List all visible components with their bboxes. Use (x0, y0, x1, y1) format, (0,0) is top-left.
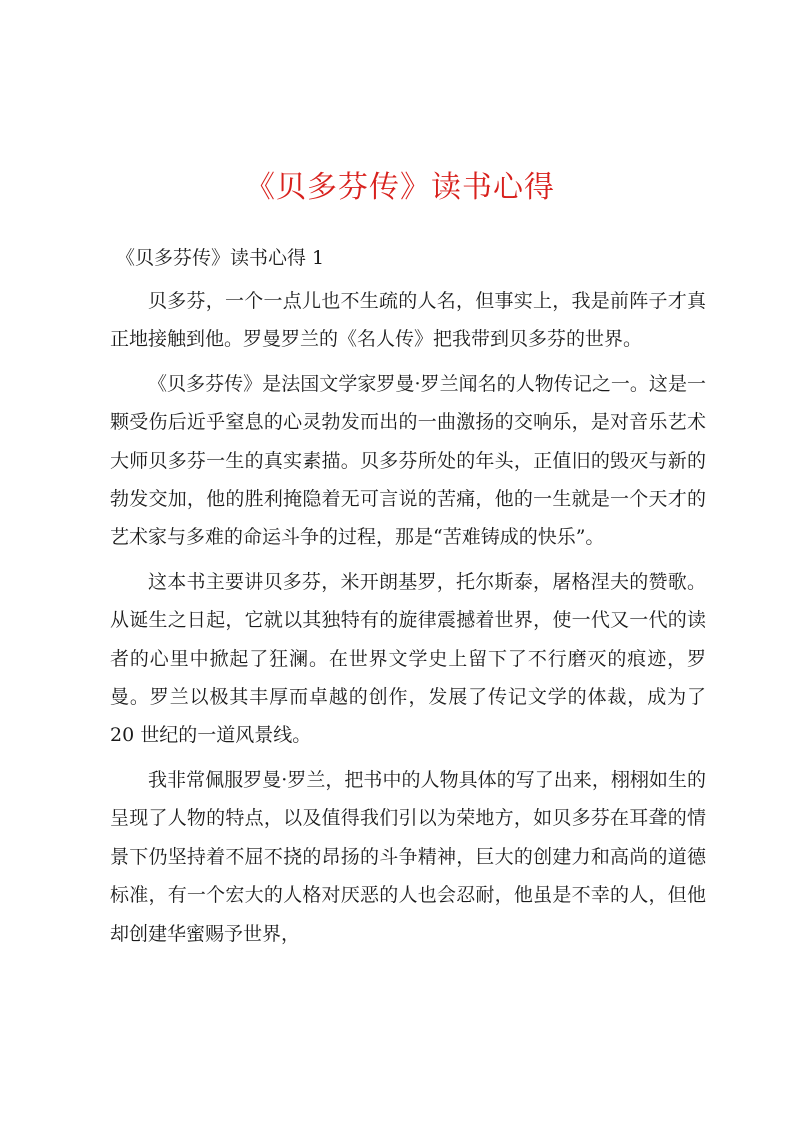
paragraph: 贝多芬，一个一点儿也不生疏的人名，但事实上，我是前阵子才真正地接触到他。罗曼罗兰的《名人传》把我带到贝多芬的世界。 (110, 290, 706, 351)
section-heading: 《贝多芬传》读书心得 1 (116, 247, 325, 269)
paragraph: 这本书主要讲贝多芬，米开朗基罗，托尔斯泰，屠格涅夫的赞歌。从诞生之日起，它就以其独特有的旋律震撼着世界，使一代又一代的读者的心里中掀起了狂澜。在世界文学史上留下了不行磨灭的痕迹，罗曼。罗兰以极其丰厚而卓越的创作，发展了传记文学的体裁，成为了 20 世纪的一道风景线。 (110, 570, 706, 747)
document-title: 《贝多芬传》读书心得 (245, 170, 555, 205)
document-body (110, 282, 706, 959)
paragraph: 我非常佩服罗曼·罗兰，把书中的人物具体的写了出来，栩栩如生的呈现了人物的特点，以及值得我们引以为荣地方，如贝多芬在耳聋的情景下仍坚持着不屈不挠的昂扬的斗争精神，巨大的创建力和高尚的道德标准，有一个宏大的人格对厌恶的人也会忍耐，他虽是不幸的人，但他却创建华蜜赐予世界， (110, 768, 706, 945)
paragraph: 《贝多芬传》是法国文学家罗曼·罗兰闻名的人物传记之一。这是一颗受伤后近乎窒息的心灵勃发而出的一曲激扬的交响乐，是对音乐艺术大师贝多芬一生的真实素描。贝多芬所处的年头，正值旧的毁灭与新的勃发交加，他的胜利掩隐着无可言说的苦痛，他的一生就是一个天才的艺术家与多难的命运斗争的过程，那是“苦难铸成的快乐”。 (110, 372, 706, 549)
